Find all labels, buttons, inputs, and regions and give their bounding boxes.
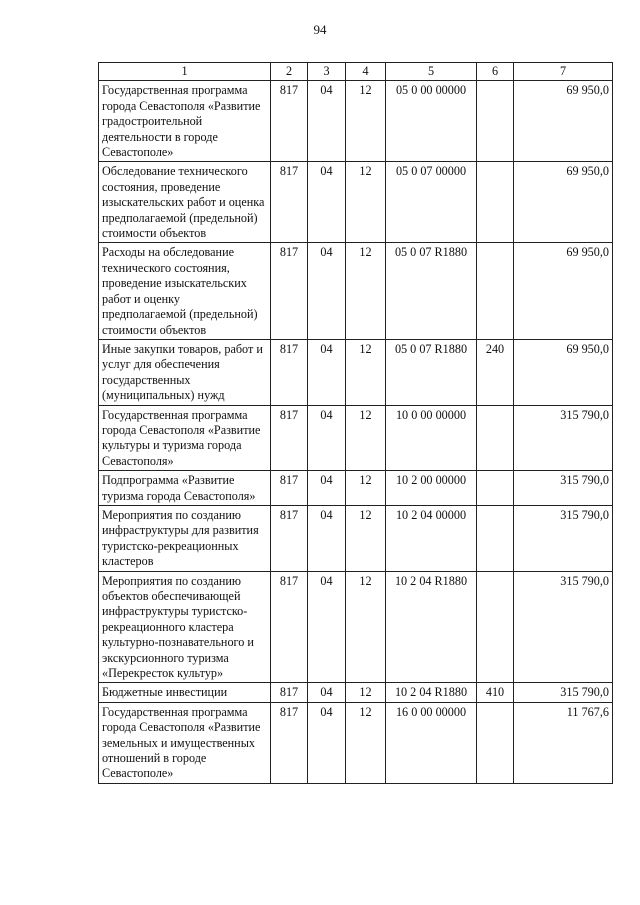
admin-code-cell: 817 [271, 571, 308, 683]
amount-cell: 315 790,0 [514, 471, 613, 506]
table-row [99, 162, 613, 243]
row-name-cell: Иные закупки товаров, работ и услуг для обеспечения государственных (муниципальных) нужд [99, 339, 271, 405]
expense-type-cell [477, 405, 514, 471]
row-name-cell: Подпрограмма «Развитие туризма города Севастополя» [99, 471, 271, 506]
admin-code-cell: 817 [271, 81, 308, 162]
column-header: 6 [477, 63, 514, 81]
expense-type-cell [477, 505, 514, 571]
target-article-cell: 16 0 00 00000 [386, 702, 477, 783]
section-cell: 04 [308, 571, 346, 683]
section-cell: 04 [308, 243, 346, 339]
row-name-cell: Расходы на обследование технического состояния, проведение изыскательских работ и оценку предполагаемой (предельной) стоимости объектов [99, 243, 271, 339]
column-header: 3 [308, 63, 346, 81]
table-row [99, 571, 613, 683]
subsection-cell: 12 [346, 702, 386, 783]
section-cell: 04 [308, 162, 346, 243]
expense-type-cell: 240 [477, 339, 514, 405]
section-cell: 04 [308, 505, 346, 571]
amount-cell: 315 790,0 [514, 571, 613, 683]
admin-code-cell: 817 [271, 243, 308, 339]
subsection-cell: 12 [346, 405, 386, 471]
section-cell: 04 [308, 81, 346, 162]
expense-type-cell [477, 471, 514, 506]
row-name-cell: Государственная программа города Севастополя «Развитие градостроительной деятельности в городе Севастополе» [99, 81, 271, 162]
expense-type-cell [477, 571, 514, 683]
target-article-cell: 05 0 07 R1880 [386, 339, 477, 405]
row-name-cell: Государственная программа города Севастополя «Развитие культуры и туризма города Севастополя» [99, 405, 271, 471]
subsection-cell: 12 [346, 505, 386, 571]
section-cell: 04 [308, 339, 346, 405]
target-article-cell: 10 0 00 00000 [386, 405, 477, 471]
column-header: 5 [386, 63, 477, 81]
amount-cell: 11 767,6 [514, 702, 613, 783]
table-row [99, 405, 613, 471]
target-article-cell: 05 0 07 00000 [386, 162, 477, 243]
subsection-cell: 12 [346, 339, 386, 405]
amount-cell: 69 950,0 [514, 162, 613, 243]
amount-cell: 69 950,0 [514, 81, 613, 162]
subsection-cell: 12 [346, 243, 386, 339]
section-cell: 04 [308, 405, 346, 471]
table-row [99, 339, 613, 405]
subsection-cell: 12 [346, 162, 386, 243]
target-article-cell: 05 0 00 00000 [386, 81, 477, 162]
admin-code-cell: 817 [271, 702, 308, 783]
expense-type-cell [477, 702, 514, 783]
row-name-cell: Бюджетные инвестиции [99, 683, 271, 702]
table-row [99, 243, 613, 339]
admin-code-cell: 817 [271, 505, 308, 571]
page-number: 94 [313, 22, 327, 37]
subsection-cell: 12 [346, 683, 386, 702]
table-row [99, 683, 613, 702]
table-row [99, 702, 613, 783]
subsection-cell: 12 [346, 471, 386, 506]
admin-code-cell: 817 [271, 162, 308, 243]
amount-cell: 69 950,0 [514, 243, 613, 339]
row-name-cell: Обследование технического состояния, проведение изыскательских работ и оценка предполагаемой (предельной) стоимости объектов [99, 162, 271, 243]
target-article-cell: 05 0 07 R1880 [386, 243, 477, 339]
amount-cell: 315 790,0 [514, 405, 613, 471]
target-article-cell: 10 2 04 R1880 [386, 571, 477, 683]
table-row [99, 471, 613, 506]
header-row [99, 63, 613, 81]
table-row [99, 505, 613, 571]
table-row [99, 81, 613, 162]
section-cell: 04 [308, 471, 346, 506]
section-cell: 04 [308, 702, 346, 783]
row-name-cell: Мероприятия по созданию инфраструктуры для развития туристско-рекреационных кластеров [99, 505, 271, 571]
amount-cell: 69 950,0 [514, 339, 613, 405]
subsection-cell: 12 [346, 571, 386, 683]
row-name-cell: Государственная программа города Севастополя «Развитие земельных и имущественных отношений в городе Севастополе» [99, 702, 271, 783]
target-article-cell: 10 2 00 00000 [386, 471, 477, 506]
expense-type-cell [477, 162, 514, 243]
column-header: 2 [271, 63, 308, 81]
row-name-cell: Мероприятия по созданию объектов обеспечивающей инфраструктуры туристско-рекреационного кластера культурно-познавательного и экскурсионного туризма «Перекресток культур» [99, 571, 271, 683]
expense-type-cell: 410 [477, 683, 514, 702]
target-article-cell: 10 2 04 00000 [386, 505, 477, 571]
admin-code-cell: 817 [271, 405, 308, 471]
column-header: 7 [514, 63, 613, 81]
admin-code-cell: 817 [271, 471, 308, 506]
expense-type-cell [477, 81, 514, 162]
amount-cell: 315 790,0 [514, 505, 613, 571]
target-article-cell: 10 2 04 R1880 [386, 683, 477, 702]
subsection-cell: 12 [346, 81, 386, 162]
budget-table [98, 62, 613, 784]
amount-cell: 315 790,0 [514, 683, 613, 702]
section-cell: 04 [308, 683, 346, 702]
column-header: 4 [346, 63, 386, 81]
expense-type-cell [477, 243, 514, 339]
column-header: 1 [99, 63, 271, 81]
admin-code-cell: 817 [271, 683, 308, 702]
admin-code-cell: 817 [271, 339, 308, 405]
